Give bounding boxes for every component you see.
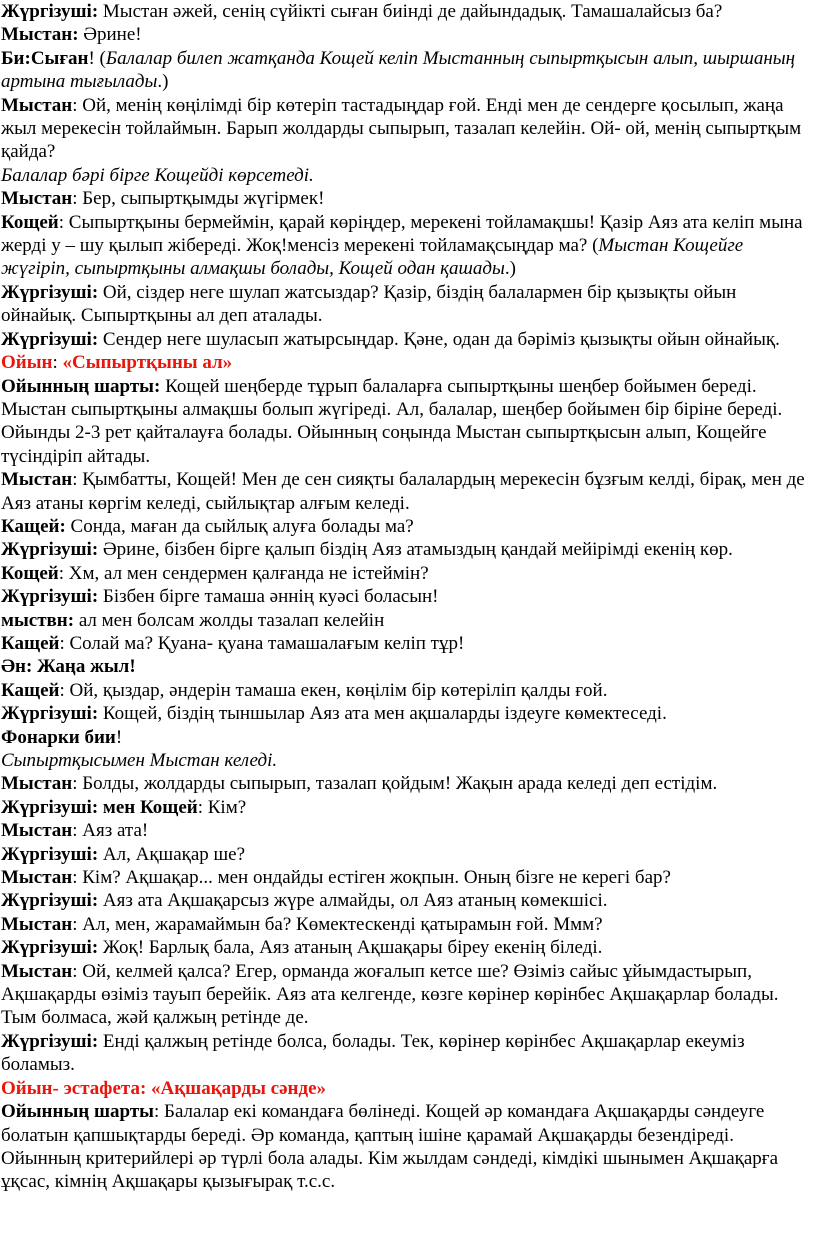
paragraph-text: Енді қалжың ретінде болса, болады. Тек, көрінер көрінбес Ақшақарлар екеуміз боламыз.: [1, 1030, 745, 1076]
paragraph: [1, 866, 810, 889]
speaker-label: Мыстан: [1, 867, 73, 889]
paragraph: [1, 515, 810, 538]
speaker-label: Мыстан:: [1, 24, 79, 46]
speaker-label: Кащей: [1, 632, 60, 654]
speaker-label: Мыстан: [1, 913, 73, 935]
section-heading: Ойын: [1, 352, 53, 374]
paragraph: [1, 960, 810, 1030]
paragraph-text: Ал, Ақшақар ше?: [98, 843, 246, 865]
paragraph: [1, 843, 810, 866]
speaker-label: Фонарки бии: [1, 726, 116, 748]
paragraph-text: : Аяз ата!: [72, 820, 149, 842]
speaker-label: Жүргізуші: мен Кощей: [1, 796, 198, 818]
speaker-label: Мыстан: [1, 820, 73, 842]
stage-direction: Балалар бәрі бірге Кощейді көрсетеді.: [1, 164, 314, 186]
speaker-label: Кощей: [1, 211, 59, 233]
speaker-label: Жүргізуші:: [1, 1030, 99, 1052]
paragraph-text: Бізбен бірге тамаша әннің куәсі боласын!: [98, 586, 439, 608]
paragraph-text: : Балалар екі командаға бөлінеді. Кощей әр командаға Ақшақарды сәндеуге болатын қапшықтарды береді. Әр команда, қаптың ішіне қарамай Ақшақарды безендіреді. Ойынның критерийлері әр түрлі бола алады. Кім жылдам сәндеді, кімдікі шынымен Ақшақарға ұқсас, кімнің Ақшақары қызығырақ т.с.с.: [1, 1101, 779, 1193]
paragraph: [1, 726, 810, 749]
paragraph: [1, 702, 810, 725]
section-heading: «Сыпыртқыны ал»: [62, 352, 233, 374]
paragraph: [1, 187, 810, 210]
paragraph-text: : Кім?: [197, 796, 247, 818]
paragraph-text: Әрине, бізбен бірге қалып біздің Аяз атамыздың қандай мейірімді екенің көр.: [98, 539, 733, 561]
paragraph: [1, 0, 810, 23]
paragraph: [1, 47, 810, 94]
speaker-label: Жүргізуші:: [1, 937, 99, 959]
paragraph-text: !: [115, 726, 123, 748]
stage-direction: Балалар билеп жатқанда Кощей келіп Мыстанның сыпыртқысын алып, шыршаның артына тығылады: [1, 47, 796, 93]
paragraph: [1, 1077, 810, 1100]
speaker-label: Жүргізуші:: [1, 703, 99, 725]
paragraph-text: : Ой, келмей қалса? Егер, орманда жоғалып кетсе ше? Өзіміз сайыс ұйымдастырып, Ақшақарды өзіміз тауып берейік. Аяз ата келгенде, көзге көрінер көрінбес Ақшақарлар болады. Тым болмаса, жәй қалжың ретінде де.: [1, 960, 779, 1029]
section-heading: Ойын- эстафета: «Ақшақарды сәнде»: [1, 1077, 327, 1099]
paragraph-text: .): [157, 71, 169, 93]
paragraph: [1, 328, 810, 351]
paragraph-text: .): [504, 258, 516, 280]
speaker-label: Кощей: [1, 562, 59, 584]
speaker-label: Жүргізуші:: [1, 890, 99, 912]
paragraph: [1, 609, 810, 632]
paragraph: [1, 94, 810, 164]
speaker-label: мыствн:: [1, 609, 75, 631]
paragraph-text: : Ой, қыздар, әндерін тамаша екен, көңілім бір көтеріліп қалды ғой.: [59, 679, 608, 701]
speaker-label: Жүргізуші:: [1, 843, 99, 865]
paragraph: [1, 562, 810, 585]
paragraph: [1, 913, 810, 936]
paragraph: [1, 375, 810, 469]
paragraph: [1, 468, 810, 515]
paragraph: [1, 772, 810, 795]
speaker-label: Мыстан: [1, 94, 73, 116]
paragraph: [1, 749, 810, 772]
speaker-label: Мыстан: [1, 773, 73, 795]
paragraph-text: Сендер неге шуласып жатырсыңдар. Қәне, одан да бәріміз қызықты ойын ойнайық.: [98, 328, 780, 350]
paragraph: [1, 632, 810, 655]
paragraph-text: : Кім? Ақшақар... мен ондайды естіген жоқпын. Оның бізге не керегі бар?: [72, 867, 671, 889]
speaker-label: Кащей:: [1, 515, 66, 537]
speaker-label: Жүргізуші:: [1, 1, 99, 22]
paragraph-text: : Солай ма? Қуана- қуана тамашалағым келіп тұр!: [59, 632, 465, 654]
speaker-label: Жүргізуші:: [1, 281, 99, 303]
paragraph: [1, 936, 810, 959]
paragraph-text: Сонда, маған да сыйлық алуға болады ма?: [65, 515, 414, 537]
paragraph-text: Мыстан әжей, сенің сүйікті сыған биінді де дайындадық. Тамашалайсыз ба?: [98, 1, 723, 22]
paragraph-text: : Болды, жолдарды сыпырып, тазалап қойдым! Жақын арада келеді деп естідім.: [72, 773, 718, 795]
speaker-label: Мыстан: [1, 188, 73, 210]
paragraph: [1, 351, 810, 374]
speaker-label: Ойынның шарты:: [1, 375, 161, 397]
speaker-label: Би:Сыған: [1, 47, 89, 69]
paragraph: [1, 796, 810, 819]
paragraph-text: Аяз ата Ақшақарсыз жүре алмайды, ол Аяз атаның көмекшісі.: [98, 890, 608, 912]
speaker-label: Ойынның шарты: [1, 1101, 155, 1123]
paragraph: [1, 164, 810, 187]
speaker-label: Жүргізуші:: [1, 586, 99, 608]
speaker-label: Жүргізуші:: [1, 539, 99, 561]
speaker-label: Жүргізуші:: [1, 328, 99, 350]
paragraph: [1, 889, 810, 912]
paragraph: [1, 1030, 810, 1077]
paragraph-text: : Сыпыртқыны бермеймін, қарай көріңдер, мерекені тойламақшы! Қазір Аяз ата келіп мына жерді у – шу қылып жібереді. Жоқ!менсіз мерекені тойламақсыңдар ма? (: [1, 211, 803, 257]
paragraph-text: Кощей шеңберде тұрып балаларға сыпыртқыны шеңбер бойымен береді. Мыстан сыпыртқыны алмақшы болып жүгіреді. Ал, балалар, шеңбер бойымен бір біріне береді. Ойынды 2-3 рет қайталауға болады. Ойынның соңында Мыстан сыпыртқысын алып, Кощейге түсіндіріп айтады.: [1, 375, 783, 467]
paragraph: [1, 819, 810, 842]
paragraph: [1, 585, 810, 608]
paragraph-text: Жоқ! Барлық бала, Аяз атаның Ақшақары біреу екенің біледі.: [98, 937, 603, 959]
paragraph: [1, 281, 810, 328]
paragraph-text: :: [52, 352, 63, 374]
paragraph-text: : Хм, ал мен сендермен қалғанда не істеймін?: [58, 562, 429, 584]
paragraph: [1, 211, 810, 281]
paragraph-text: : Бер, сыпыртқымды жүгірмек!: [72, 188, 325, 210]
paragraph: [1, 1100, 810, 1194]
paragraph-text: : Ой, менің көңілімді бір көтеріп тастадыңдар ғой. Енді мен де сендерге қосылып, жаңа жыл мерекесін тойлаймын. Барып жолдарды сыпырып, тазалап келейін. Ой- ой, менің сыпыртқым қайда?: [1, 94, 802, 163]
paragraph-text: Әрине!: [78, 24, 142, 46]
paragraph-text: : Ал, мен, жарамаймын ба? Көмектескенді қатырамын ғой. Ммм?: [72, 913, 603, 935]
paragraph-text: Кощей, біздің тыншылар Аяз ата мен ақшаларды іздеуге көмектеседі.: [98, 703, 667, 725]
paragraph-text: Ой, сіздер неге шулап жатсыздар? Қазір, біздің балалармен бір қызықты ойын ойнайық. Сыпыртқыны ал деп аталады.: [1, 281, 737, 327]
speaker-label: Кащей: [1, 679, 60, 701]
paragraph-text: : Қымбатты, Кощей! Мен де сен сияқты балалардың мерекесін бұзғым келді, бірақ, мен де Аяз атаны көргім келеді, сыйлықтар алғым келеді.: [1, 469, 805, 514]
paragraph: [1, 679, 810, 702]
paragraph: [1, 538, 810, 561]
speaker-label: Мыстан: [1, 469, 73, 491]
paragraph-text: ал мен болсам жолды тазалап келейін: [74, 609, 385, 631]
paragraph-text: ! (: [88, 47, 106, 69]
speaker-label: Ән: Жаңа жыл!: [1, 656, 136, 678]
stage-direction: Сыпыртқысымен Мыстан келеді.: [1, 750, 278, 771]
speaker-label: Мыстан: [1, 960, 73, 982]
paragraph: [1, 655, 810, 678]
paragraph: [1, 23, 810, 46]
stage-direction: Мыстан Кощейге жүгіріп, сыпыртқыны алмақшы болады, Кощей одан қашады: [1, 235, 744, 280]
